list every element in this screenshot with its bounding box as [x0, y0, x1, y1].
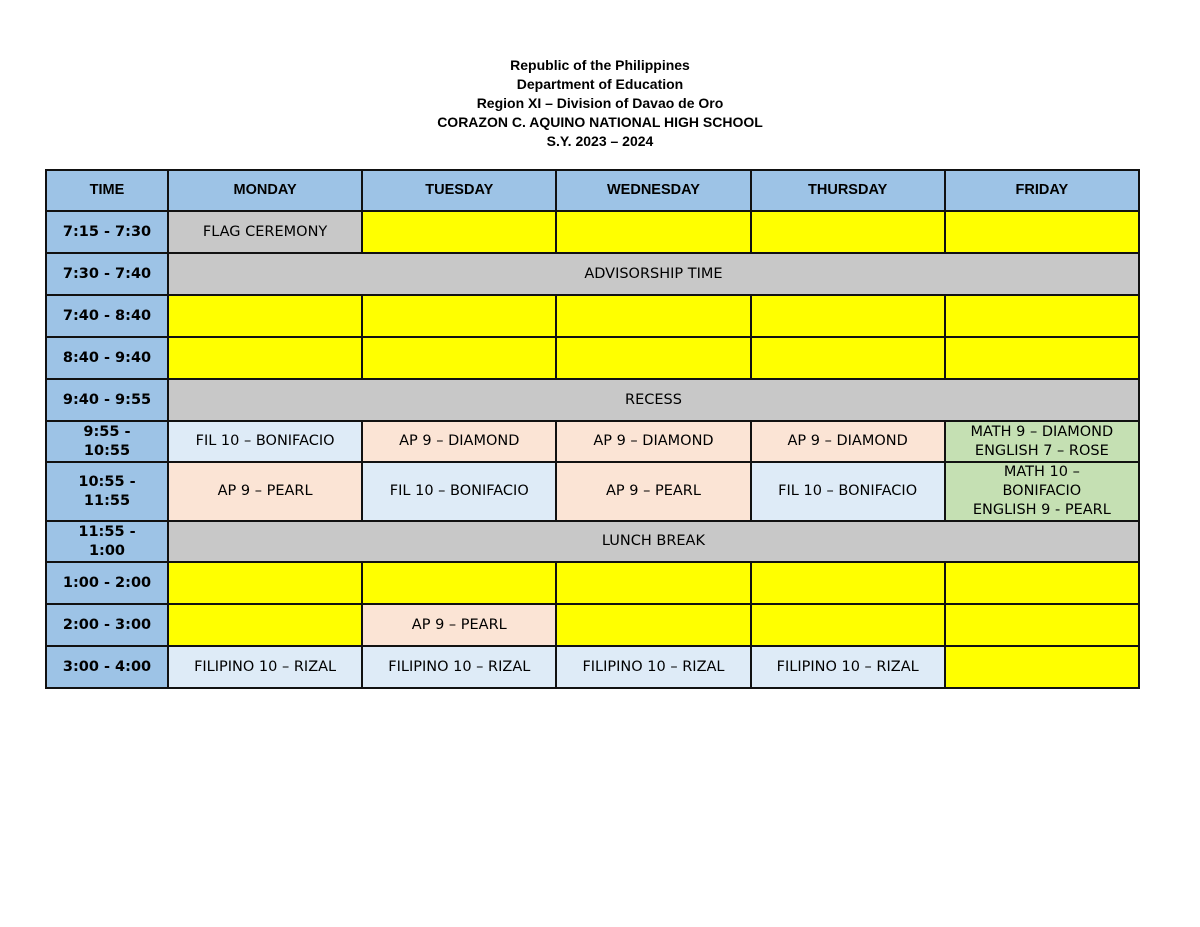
schedule-cell-tuesday — [362, 211, 556, 253]
schedule-cell-monday — [168, 337, 362, 379]
document-header — [0, 56, 1200, 151]
time-slot: 2:00 - 3:00 — [46, 604, 168, 646]
time-slot — [46, 421, 168, 462]
column-header-monday: MONDAY — [168, 170, 362, 211]
schedule-cell-monday: FIL 10 – BONIFACIO — [168, 421, 362, 462]
schedule-cell-thursday: FILIPINO 10 – RIZAL — [751, 646, 945, 688]
schedule-cell-monday: AP 9 – PEARL — [168, 462, 362, 521]
table-row — [46, 646, 1139, 688]
schedule-cell-tuesday: FIL 10 – BONIFACIO — [362, 462, 556, 521]
column-header-time: TIME — [46, 170, 168, 211]
schedule-cell-tuesday: FILIPINO 10 – RIZAL — [362, 646, 556, 688]
schedule-cell-wednesday — [556, 337, 750, 379]
friday-class-line: MATH 10 – — [1003, 464, 1080, 480]
schedule-cell-wednesday — [556, 604, 750, 646]
column-header-thursday: THURSDAY — [751, 170, 945, 211]
time-slot: 7:40 - 8:40 — [46, 295, 168, 337]
schedule-cell-wednesday — [556, 295, 750, 337]
table-row — [46, 379, 1139, 421]
time-slot-end: 1:00 — [88, 542, 126, 559]
class-schedule-table — [45, 169, 1140, 689]
table-row — [46, 337, 1139, 379]
time-slot — [46, 462, 168, 521]
advisorship-time-cell: ADVISORSHIP TIME — [168, 253, 1139, 295]
schedule-cell-thursday — [751, 562, 945, 604]
schedule-cell-monday: FLAG CEREMONY — [168, 211, 362, 253]
header-department: Department of Education — [516, 76, 684, 92]
time-slot: 1:00 - 2:00 — [46, 562, 168, 604]
column-header-wednesday: WEDNESDAY — [556, 170, 750, 211]
schedule-cell-tuesday — [362, 337, 556, 379]
recess-cell: RECESS — [168, 379, 1139, 421]
schedule-cell-friday — [945, 337, 1139, 379]
time-slot: 3:00 - 4:00 — [46, 646, 168, 688]
column-header-tuesday: TUESDAY — [362, 170, 556, 211]
schedule-cell-tuesday — [362, 295, 556, 337]
schedule-cell-tuesday: AP 9 – DIAMOND — [362, 421, 556, 462]
table-row — [46, 295, 1139, 337]
header-republic: Republic of the Philippines — [510, 57, 690, 73]
schedule-cell-thursday — [751, 295, 945, 337]
schedule-cell-thursday: AP 9 – DIAMOND — [751, 421, 945, 462]
schedule-cell-monday — [168, 604, 362, 646]
schedule-cell-wednesday — [556, 211, 750, 253]
friday-class-line: MATH 9 – DIAMOND — [970, 423, 1114, 440]
header-region-division: Region XI – Division of Davao de Oro — [476, 95, 724, 111]
time-slot-end: 10:55 — [83, 442, 131, 459]
header-school-name: CORAZON C. AQUINO NATIONAL HIGH SCHOOL — [437, 114, 763, 130]
friday-class-line: ENGLISH 7 – ROSE — [974, 442, 1109, 459]
schedule-cell-friday — [945, 646, 1139, 688]
schedule-cell-tuesday — [362, 562, 556, 604]
table-header-row — [46, 170, 1139, 211]
schedule-cell-tuesday: AP 9 – PEARL — [362, 604, 556, 646]
table-row — [46, 421, 1139, 462]
schedule-cell-thursday — [751, 337, 945, 379]
time-slot-start: 11:55 - — [78, 523, 136, 540]
header-school-year: S.Y. 2023 – 2024 — [546, 133, 654, 149]
schedule-cell-wednesday: AP 9 – PEARL — [556, 462, 750, 521]
schedule-cell-thursday: FIL 10 – BONIFACIO — [751, 462, 945, 521]
schedule-cell-wednesday: AP 9 – DIAMOND — [556, 421, 750, 462]
time-slot — [46, 521, 168, 562]
schedule-cell-friday — [945, 421, 1139, 462]
schedule-cell-monday — [168, 562, 362, 604]
schedule-cell-monday: FILIPINO 10 – RIZAL — [168, 646, 362, 688]
schedule-cell-friday — [945, 604, 1139, 646]
time-slot: 9:40 - 9:55 — [46, 379, 168, 421]
friday-class-line: BONIFACIO — [1002, 483, 1082, 499]
lunch-break-cell: LUNCH BREAK — [168, 521, 1139, 562]
schedule-cell-wednesday — [556, 562, 750, 604]
table-row — [46, 521, 1139, 562]
time-slot: 8:40 - 9:40 — [46, 337, 168, 379]
table-row — [46, 604, 1139, 646]
table-row — [46, 211, 1139, 253]
time-slot-start: 9:55 - — [83, 423, 131, 440]
time-slot: 7:30 - 7:40 — [46, 253, 168, 295]
time-slot: 7:15 - 7:30 — [46, 211, 168, 253]
column-header-friday: FRIDAY — [945, 170, 1139, 211]
schedule-cell-friday — [945, 211, 1139, 253]
friday-class-line: ENGLISH 9 - PEARL — [972, 502, 1111, 518]
time-slot-start: 10:55 - — [78, 473, 136, 490]
table-row — [46, 253, 1139, 295]
schedule-cell-monday — [168, 295, 362, 337]
schedule-cell-thursday — [751, 604, 945, 646]
schedule-cell-friday — [945, 562, 1139, 604]
schedule-cell-wednesday: FILIPINO 10 – RIZAL — [556, 646, 750, 688]
time-slot-end: 11:55 — [83, 492, 131, 509]
table-row — [46, 462, 1139, 521]
schedule-cell-friday — [945, 462, 1139, 521]
schedule-cell-thursday — [751, 211, 945, 253]
table-row — [46, 562, 1139, 604]
schedule-cell-friday — [945, 295, 1139, 337]
